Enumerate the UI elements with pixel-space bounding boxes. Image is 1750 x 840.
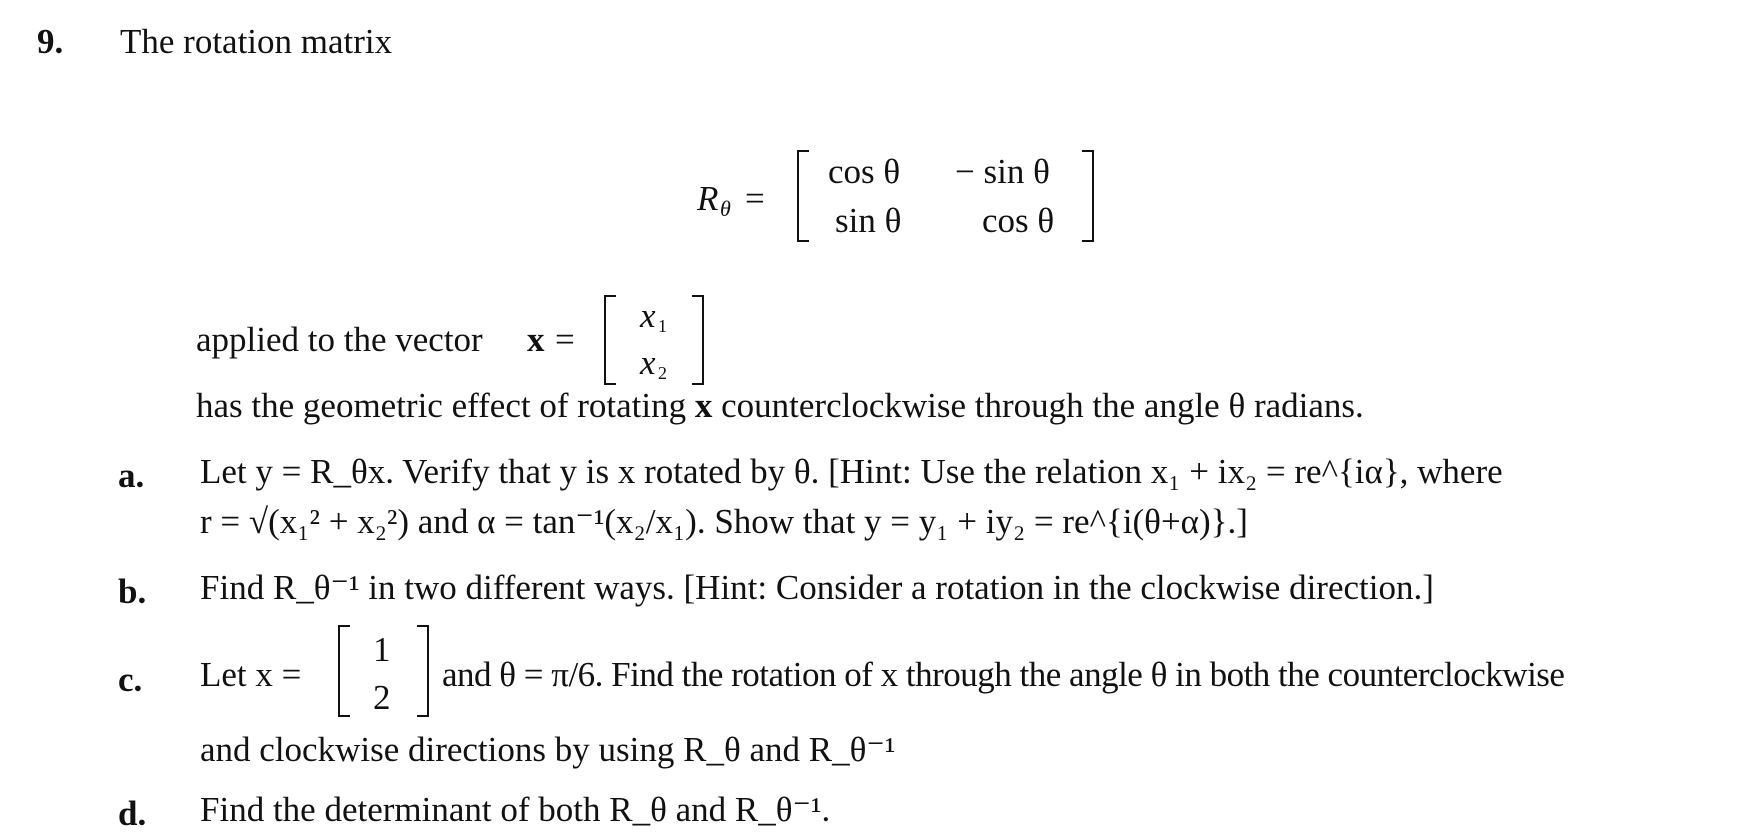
part-b-label: b. [118,572,147,611]
matrix-equals: = [745,179,765,218]
vector-row2: x [640,343,656,382]
problem-title: The rotation matrix [120,22,393,61]
matrix-lhs-symbol: R [697,179,719,218]
part-c-let: Let x = [200,655,302,694]
matrix-lhs-subscript: θ [720,196,731,221]
part-a-line2: r = √(x₁² + x₂²) and α = tan⁻¹(x₂/x₁). Show that y = y₁ + iy₂ = re^{i(θ+α)}.] [200,502,1248,541]
vector-intro-equals: = [555,320,575,359]
problem-number: 9. [37,22,64,61]
effect-symbol: x [694,386,713,425]
matrix-r1c2: − sin θ [955,152,1050,191]
vector-right-bracket [692,295,704,385]
matrix-right-bracket [1082,150,1094,242]
matrix-r1c1: cos θ [828,152,901,191]
part-d-label: d. [118,794,147,833]
vector-intro-symbol: x [527,320,545,359]
part-a-label: a. [118,456,145,495]
matrix-left-bracket [797,150,809,242]
effect-part2: counterclockwise through the angle θ radians. [721,386,1364,425]
part-d-text: Find the determinant of both R_θ and R_θ⁻¹. [200,790,831,829]
vector-row2-sub: 2 [658,363,667,383]
vector-left-bracket [604,295,616,385]
part-a-line1: Let y = R_θx. Verify that y is x rotated by θ. [Hint: Use the relation x₁ + ix₂ = re^{iα}, where [200,452,1503,491]
matrix-r2c1: sin θ [835,201,902,240]
part-c-vec-row1: 1 [373,630,391,669]
part-b-text: Find R_θ⁻¹ in two different ways. [Hint: Consider a rotation in the clockwise direction.] [200,568,1434,607]
part-c-right-bracket [417,625,429,717]
part-c-vec-row2: 2 [373,678,391,717]
effect-part1: has the geometric effect of rotating [196,386,687,425]
vector-intro-text: applied to the vector [196,320,483,359]
vector-row1-sub: 1 [658,316,667,336]
part-c-line2: and clockwise directions by using R_θ and R_θ⁻¹ [200,730,896,769]
vector-row1: x [640,296,656,335]
part-c-line1-post: and θ = π/6. Find the rotation of x through the angle θ in both the counterclockwise [442,655,1565,694]
matrix-r2c2: cos θ [982,201,1055,240]
part-c-label: c. [118,660,143,699]
part-c-left-bracket [338,625,350,717]
effect-text [196,388,1364,423]
